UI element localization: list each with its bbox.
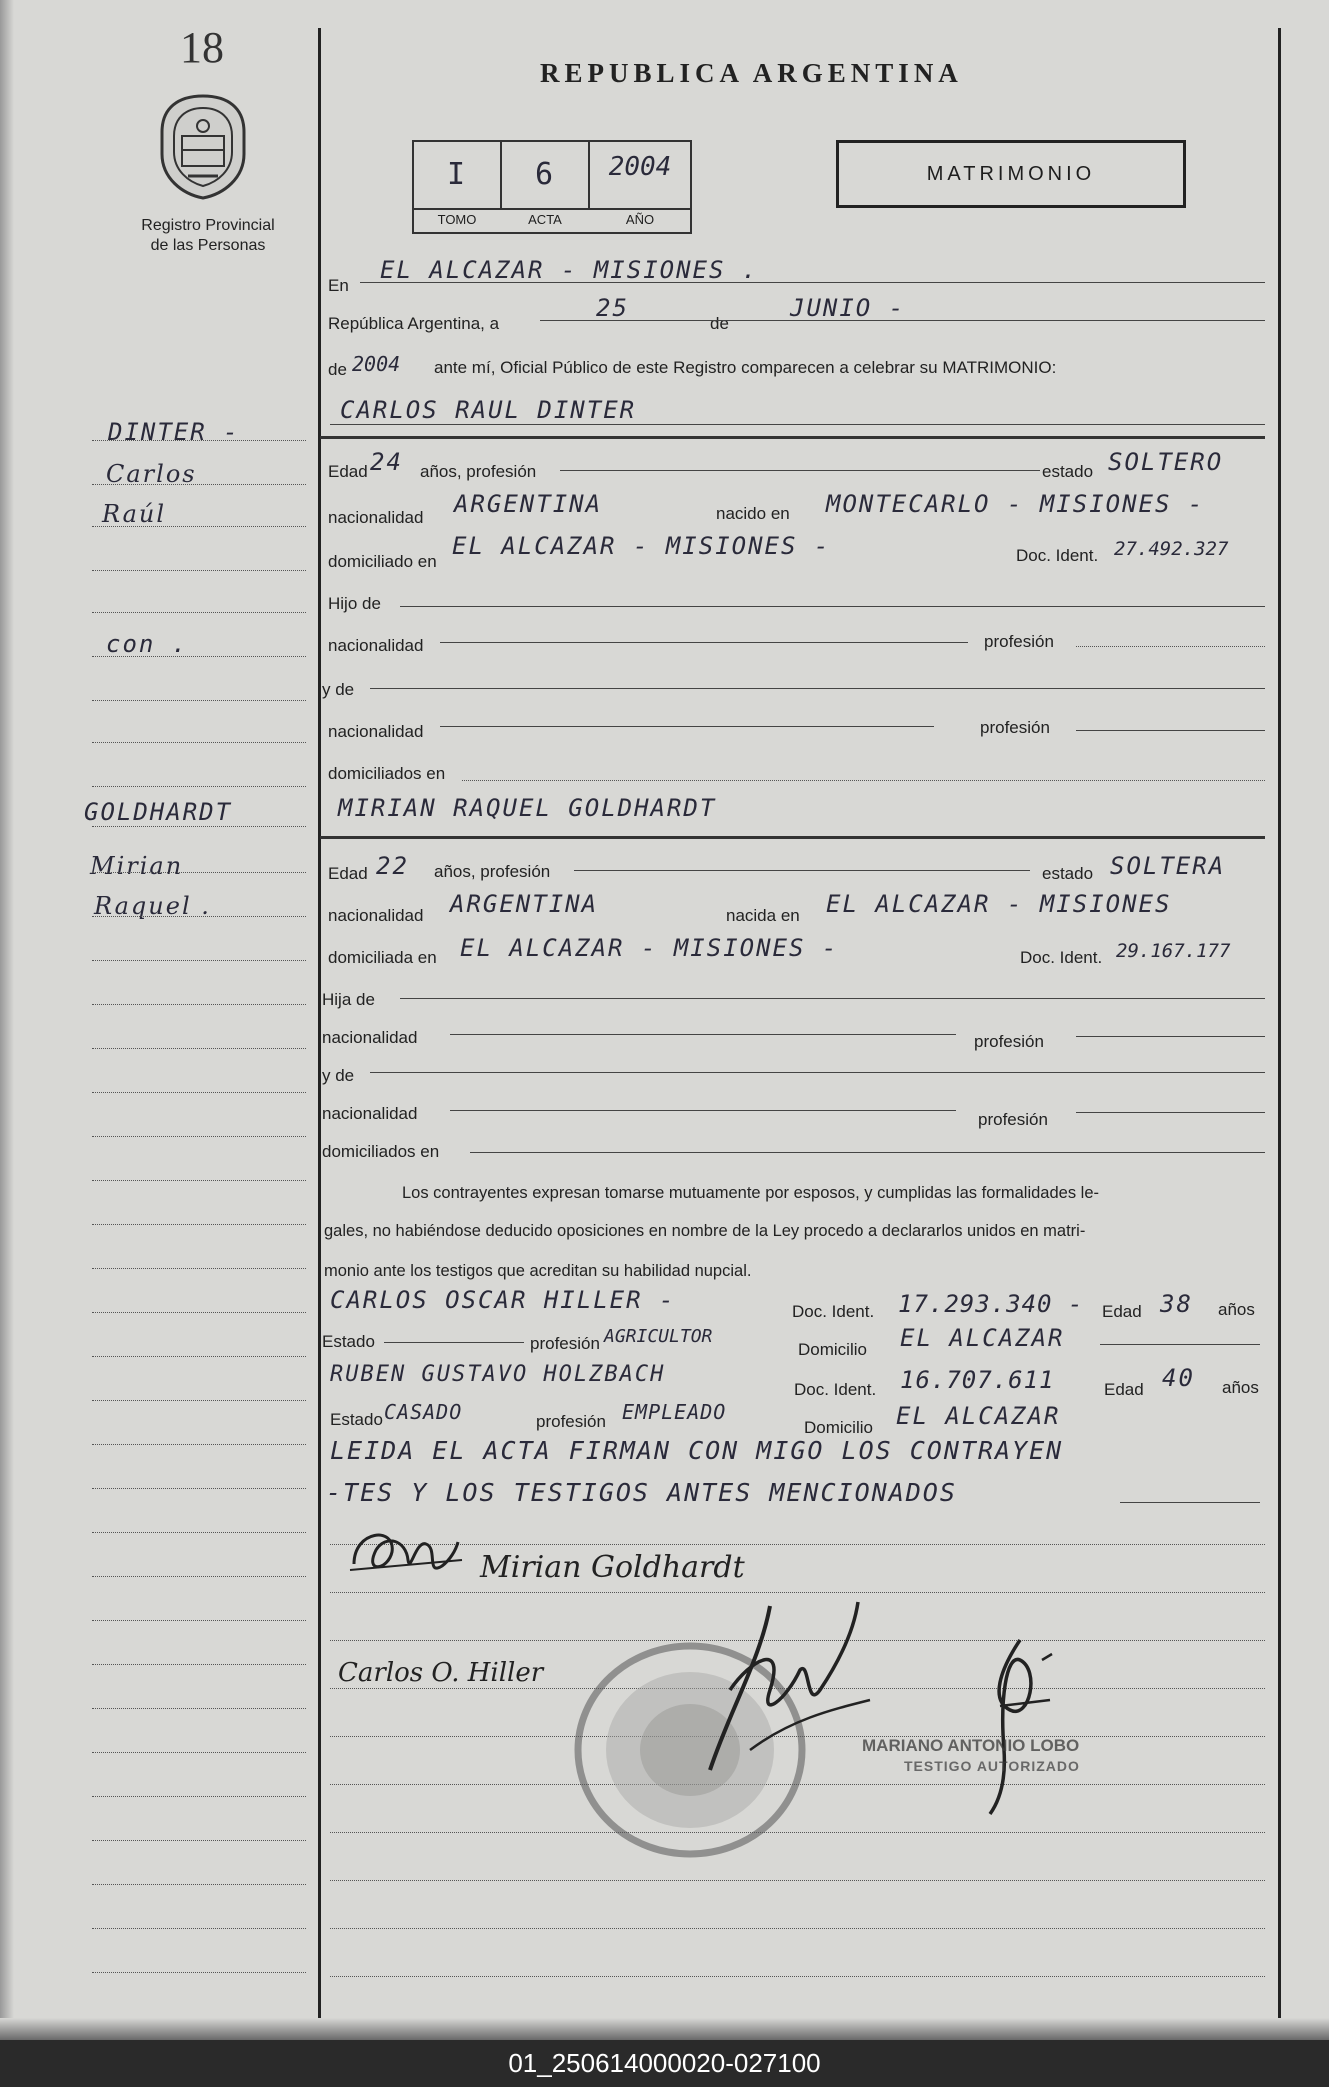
bride-nacionalidad: ARGENTINA bbox=[450, 890, 599, 918]
record-type-box: MATRIMONIO bbox=[836, 140, 1186, 208]
groom-domicilio: EL ALCAZAR - MISIONES - bbox=[452, 532, 831, 560]
acta-label: ACTA bbox=[528, 212, 562, 227]
scan-code-bar bbox=[0, 2040, 1329, 2087]
binding-shadow bbox=[0, 0, 14, 2040]
witness1-domicilio-label: Domicilio bbox=[798, 1340, 867, 1359]
groom-yde-label: y de bbox=[322, 680, 355, 699]
groom-full-name: CARLOS RAUL DINTER bbox=[340, 396, 637, 424]
en-label: En bbox=[328, 276, 349, 295]
witness2-profesion-label: profesión bbox=[536, 1412, 606, 1431]
declaration-line-2: gales, no habiéndose deducido oposiciones en nombre de la Ley procedo a declararlos unidos en matri- bbox=[324, 1222, 1086, 1240]
registry-name bbox=[108, 216, 308, 256]
bride-age: 22 bbox=[376, 852, 409, 880]
groom-mother-prof-label: profesión bbox=[980, 718, 1050, 737]
bride-domiciliada-label: domiciliada en bbox=[328, 948, 437, 967]
declaration-line-3: monio ante los testigos que acreditan su habilidad nupcial. bbox=[324, 1262, 752, 1280]
witness1-domicilio: EL ALCAZAR bbox=[900, 1324, 1065, 1352]
marriage-day: 25 bbox=[596, 294, 629, 322]
tomo-value: I bbox=[446, 157, 468, 192]
witness1-name: CARLOS OSCAR HILLER - bbox=[330, 1286, 676, 1314]
groom-doc: 27.492.327 bbox=[1114, 538, 1229, 560]
intro-text: ante mí, Oficial Público de este Registro comparecen a celebrar su MATRIMONIO: bbox=[434, 358, 1057, 377]
column-divider bbox=[318, 28, 321, 2018]
witness2-doc-label: Doc. Ident. bbox=[794, 1380, 877, 1399]
margin-bride-surname: GOLDHARDT bbox=[84, 798, 233, 826]
page-bottom-edge bbox=[0, 2018, 1329, 2040]
bride-nacionalidad-label: nacionalidad bbox=[328, 906, 424, 925]
official-stamp-line-1: MARIANO ANTONIO LOBO bbox=[862, 1736, 1080, 1755]
acta-value: 6 bbox=[534, 157, 556, 192]
margin-conjunction: con . bbox=[106, 630, 189, 658]
witness2-profesion: EMPLEADO bbox=[622, 1400, 727, 1424]
witness1-anos-label: años bbox=[1218, 1300, 1255, 1319]
witness2-edad-label: Edad bbox=[1104, 1380, 1144, 1399]
bride-birthplace: EL ALCAZAR - MISIONES bbox=[826, 890, 1172, 918]
groom-anos-label: años, profesión bbox=[420, 462, 537, 481]
signature-official bbox=[690, 1600, 880, 1780]
groom-mother-nac-label: nacionalidad bbox=[328, 722, 424, 741]
margin-groom-name2: Raúl bbox=[102, 500, 167, 528]
declaration-line-1: Los contrayentes expresan tomarse mutuamente por esposos, y cumplidas las formalidades le- bbox=[402, 1184, 1100, 1202]
record-index-box bbox=[412, 140, 692, 234]
country-heading: REPUBLICA ARGENTINA bbox=[540, 58, 963, 88]
marriage-month: JUNIO - bbox=[790, 294, 906, 322]
bride-yde-label: y de bbox=[322, 1066, 355, 1085]
bride-estado: SOLTERA bbox=[1110, 852, 1226, 880]
bride-domiciliados-label: domiciliados en bbox=[322, 1142, 440, 1161]
witness2-name: RUBEN GUSTAVO HOLZBACH bbox=[330, 1362, 666, 1387]
bride-mother-prof-label: profesión bbox=[978, 1110, 1048, 1129]
groom-father-nac-label: nacionalidad bbox=[328, 636, 424, 655]
registry-line-2: de las Personas bbox=[150, 237, 266, 254]
signature-witness1: Carlos O. Hiller bbox=[338, 1658, 544, 1688]
bride-father-prof-label: profesión bbox=[974, 1032, 1044, 1051]
scan-code: 01_250614000020-027100 bbox=[508, 2048, 821, 2078]
groom-domiciliados-label: domiciliados en bbox=[328, 764, 446, 783]
groom-nacionalidad: ARGENTINA bbox=[454, 490, 603, 518]
signature-witness2 bbox=[960, 1630, 1080, 1820]
bride-anos-label: años, profesión bbox=[434, 862, 551, 881]
groom-birthplace: MONTECARLO - MISIONES - bbox=[826, 490, 1205, 518]
witness2-domicilio-label: Domicilio bbox=[804, 1418, 873, 1437]
witness1-edad-label: Edad bbox=[1102, 1302, 1142, 1321]
witness2-estado-label: Estado bbox=[330, 1410, 383, 1429]
groom-nacionalidad-label: nacionalidad bbox=[328, 508, 424, 527]
witness2-age: 40 bbox=[1162, 1364, 1195, 1392]
margin-bride-name2: Raquel . bbox=[94, 892, 211, 920]
witness1-profesion-label: profesión bbox=[530, 1334, 600, 1353]
witness2-anos-label: años bbox=[1222, 1378, 1259, 1397]
republica-label: República Argentina, a bbox=[328, 314, 500, 333]
signature-bride: Mirian Goldhardt bbox=[480, 1550, 745, 1585]
marriage-place: EL ALCAZAR - MISIONES . bbox=[380, 256, 759, 284]
ano-value: 2004 bbox=[608, 152, 672, 182]
groom-age: 24 bbox=[370, 448, 403, 476]
margin-groom-surname: DINTER - bbox=[108, 418, 240, 446]
groom-doc-label: Doc. Ident. bbox=[1016, 546, 1099, 565]
closing-line-1: LEIDA EL ACTA FIRMAN CON MIGO LOS CONTRAYEN bbox=[330, 1436, 1064, 1465]
witness1-profesion: AGRICULTOR bbox=[604, 1326, 713, 1347]
tomo-label: TOMO bbox=[437, 212, 477, 227]
witness2-domicilio: EL ALCAZAR bbox=[896, 1402, 1061, 1430]
groom-domiciliado-label: domiciliado en bbox=[328, 552, 437, 571]
groom-nacido-label: nacido en bbox=[716, 504, 790, 523]
margin-groom-name1: Carlos bbox=[106, 460, 197, 488]
bride-nacida-label: nacida en bbox=[726, 906, 800, 925]
witness2-estado: CASADO bbox=[384, 1400, 463, 1424]
groom-estado: SOLTERO bbox=[1108, 448, 1224, 476]
bride-domicilio: EL ALCAZAR - MISIONES - bbox=[460, 934, 839, 962]
bride-edad-label: Edad bbox=[328, 864, 368, 883]
groom-estado-label: estado bbox=[1042, 462, 1094, 481]
page-number: 18 bbox=[180, 23, 224, 72]
de-label: de bbox=[710, 314, 729, 333]
de2-label: de bbox=[328, 360, 347, 379]
bride-doc-label: Doc. Ident. bbox=[1020, 948, 1103, 967]
bride-doc: 29.167.177 bbox=[1116, 940, 1231, 962]
bride-estado-label: estado bbox=[1042, 864, 1094, 883]
bride-father-nac-label: nacionalidad bbox=[322, 1028, 418, 1047]
witness2-doc: 16.707.611 bbox=[900, 1366, 1055, 1394]
signature-groom bbox=[346, 1520, 466, 1584]
marriage-year: 2004 bbox=[352, 352, 401, 376]
official-stamp-line-2: TESTIGO AUTORIZADO bbox=[904, 1758, 1080, 1774]
groom-father-prof-label: profesión bbox=[984, 632, 1054, 651]
witness1-doc-label: Doc. Ident. bbox=[792, 1302, 875, 1321]
right-border bbox=[1278, 28, 1281, 2018]
coat-of-arms-icon bbox=[158, 92, 248, 200]
registry-line-1: Registro Provincial bbox=[141, 217, 275, 234]
witness1-doc: 17.293.340 - bbox=[898, 1290, 1084, 1318]
bride-full-name: MIRIAN RAQUEL GOLDHARDT bbox=[338, 794, 717, 822]
groom-hijo-label: Hijo de bbox=[328, 594, 381, 613]
ano-label: AÑO bbox=[625, 212, 655, 227]
witness1-age: 38 bbox=[1160, 1290, 1193, 1318]
bride-mother-nac-label: nacionalidad bbox=[322, 1104, 418, 1123]
closing-line-2: -TES Y LOS TESTIGOS ANTES MENCIONADOS bbox=[326, 1478, 957, 1507]
bride-hija-label: Hija de bbox=[322, 990, 375, 1009]
margin-bride-name1: Mirian bbox=[90, 852, 184, 880]
groom-edad-label: Edad bbox=[328, 462, 368, 481]
witness1-estado-label: Estado bbox=[322, 1332, 375, 1351]
